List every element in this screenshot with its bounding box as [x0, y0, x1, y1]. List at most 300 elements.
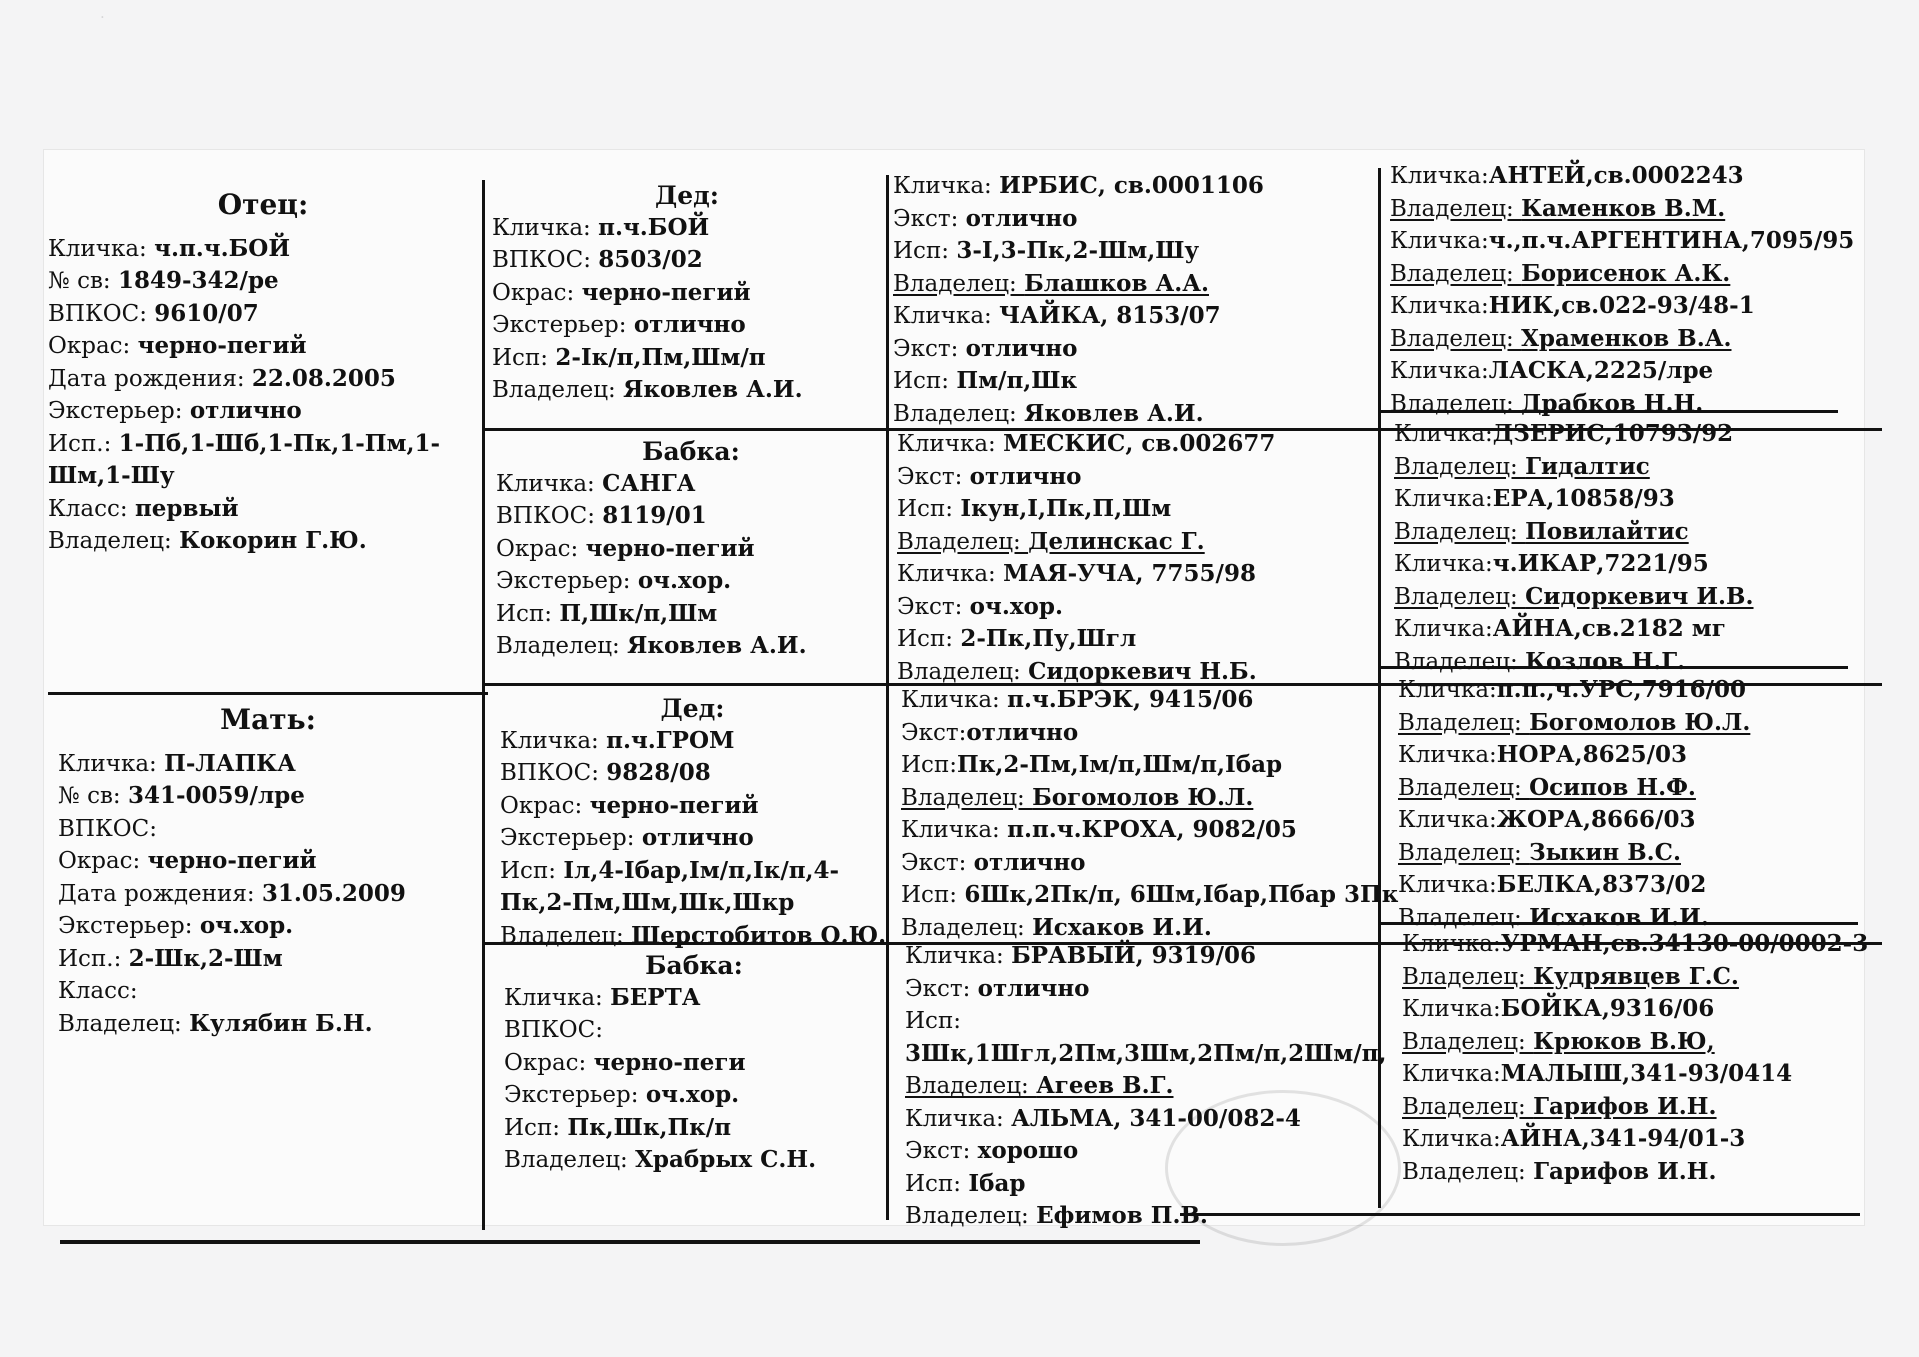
field-value: отлично: [977, 974, 1090, 1002]
card-line: [48, 298, 478, 331]
field-value: 9828/08: [606, 759, 711, 786]
great-grandparents-card-1: [893, 170, 1373, 430]
card-line: [1402, 1123, 1872, 1156]
field-label: Владелец:: [1402, 1158, 1534, 1185]
card-header: Дед:: [660, 694, 725, 723]
field-value: АЙНА,св.2182 мг: [1492, 615, 1726, 642]
field-label: Кличка:: [1402, 931, 1501, 957]
card-line: [901, 814, 1381, 847]
card-line: [504, 982, 884, 1015]
field-label: Владелец:: [893, 270, 1025, 297]
field-value: черно-пегий: [147, 847, 317, 874]
field-value: Iкун,I,Пк,П,Шм: [960, 495, 1172, 522]
card-line: [1398, 674, 1868, 707]
card-line: [58, 975, 478, 1008]
field-value: оч.хор.: [637, 567, 732, 594]
field-label: ВПКОС:: [500, 760, 607, 786]
field-value: Исхаков И.И.: [1529, 903, 1709, 931]
g4-card-4: [1402, 928, 1872, 1188]
field-value: Шм,1-Шу: [48, 462, 175, 489]
field-value: п.ч.БОЙ: [598, 213, 710, 241]
grandmother-maternal-card: [504, 950, 884, 1177]
field-value: п.ч.ГРОМ: [606, 726, 735, 754]
card-line: [492, 244, 882, 277]
card-line: [905, 1168, 1385, 1201]
field-value: ДЗЕРИС,10793/92: [1492, 420, 1734, 447]
card-line: [1394, 451, 1864, 484]
card-header: Мать:: [220, 703, 316, 736]
field-value: 3-I,3-Пк,2-Шм,Шу: [956, 237, 1200, 264]
card-line: [500, 822, 885, 855]
field-value: Iбар: [968, 1169, 1026, 1197]
field-label: Кличка:: [1394, 486, 1493, 512]
field-value: п.п.ч.КРОХА, 9082/05: [1007, 816, 1297, 843]
card-line: [1402, 1091, 1872, 1124]
card-line: [48, 493, 478, 526]
field-value: НОРА,8625/03: [1496, 741, 1688, 768]
field-value: Кокорин Г.Ю.: [179, 527, 367, 554]
field-value: 2-Пк,Пу,Шгл: [960, 625, 1137, 652]
card-line: [1394, 418, 1864, 451]
card-line: [901, 684, 1381, 717]
field-value: Блашков А.А.: [1024, 269, 1209, 297]
field-label: Исп:: [905, 1170, 969, 1197]
card-line: [504, 1112, 884, 1145]
field-label: Исп:: [893, 238, 957, 264]
field-label: Кличка:: [1390, 358, 1489, 384]
field-label: Владелец:: [893, 400, 1025, 427]
field-label: ВПКОС:: [496, 503, 603, 529]
field-value: Яковлев А.И.: [623, 376, 803, 403]
card-line: [897, 591, 1377, 624]
card-line: [905, 1103, 1385, 1136]
field-value: хорошо: [977, 1137, 1079, 1164]
field-label: Исп:: [901, 752, 958, 778]
field-label: Владелец:: [1390, 325, 1522, 352]
g4-card-2: [1394, 418, 1864, 678]
field-value: Зыкин В.С.: [1529, 838, 1681, 866]
card-line: [897, 461, 1377, 494]
field-value: 31.05.2009: [261, 879, 406, 907]
field-value: 6Шк,2Пк/п, 6Шм,Iбар,Пбар 3Пк: [964, 881, 1399, 908]
field-label: № св:: [48, 268, 118, 294]
card-line: [1398, 772, 1868, 805]
field-value: Гарифов И.Н.: [1533, 1157, 1717, 1185]
field-value: БОЙКА,9316/06: [1500, 995, 1715, 1022]
field-value: Пм/п,Шк: [956, 367, 1078, 394]
card-line: [1398, 707, 1868, 740]
card-line: [58, 1008, 478, 1041]
field-label: Дата рождения:: [58, 880, 262, 907]
field-label: Владелец:: [1402, 963, 1534, 990]
field-value: ч.п.ч.БОЙ: [154, 234, 291, 262]
field-label: Окрас:: [500, 792, 590, 819]
field-value: отлично: [965, 334, 1078, 362]
field-label: Владелец:: [897, 658, 1029, 685]
field-label: Кличка:: [1394, 551, 1493, 577]
field-label: Владелец:: [897, 528, 1029, 555]
field-value: УРМАН,св.34130-00/0002-3: [1500, 930, 1869, 957]
field-label: Владелец:: [1402, 1093, 1534, 1120]
card-line: [492, 342, 882, 375]
field-value: АЛЬМА, 341-00/082-4: [1011, 1104, 1301, 1132]
field-value: Крюков В.Ю,: [1533, 1027, 1715, 1055]
field-value: ЖОРА,8666/03: [1496, 806, 1696, 833]
card-line: [897, 428, 1377, 461]
field-label: Экст:: [901, 849, 974, 876]
grid-line: [60, 1240, 1200, 1244]
field-label: Кличка:: [1390, 293, 1489, 319]
field-value: САНГА: [602, 469, 696, 497]
field-value: Гидалтис: [1525, 452, 1650, 480]
field-label: Владелец:: [1402, 1028, 1534, 1055]
grandfather-maternal-card: [500, 693, 885, 952]
card-line: [496, 468, 886, 501]
card-line: [48, 428, 478, 461]
field-value: Сидоркевич Н.Б.: [1028, 657, 1257, 685]
field-value: П,Шк/п,Шм: [559, 599, 718, 627]
field-label: Владелец:: [492, 377, 624, 403]
field-label: Владелец:: [1394, 518, 1526, 545]
field-value: оч.хор.: [969, 592, 1063, 620]
card-line: [1390, 160, 1860, 193]
field-value: П-ЛАПКА: [164, 749, 296, 777]
card-line: [897, 526, 1377, 559]
scan-artifact: .: [100, 4, 105, 22]
field-label: Исп.:: [48, 430, 119, 457]
card-line: [1394, 581, 1864, 614]
grid-line: [482, 180, 485, 1230]
field-value: Кудрявцев Г.С.: [1533, 962, 1739, 990]
field-value: отлично: [189, 397, 302, 424]
field-label: Экстерьер:: [58, 913, 200, 939]
card-line: [901, 879, 1399, 912]
field-label: ВПКОС:: [504, 1017, 603, 1043]
field-value: Iл,4-Iбар,Iм/п,Iк/п,4-: [563, 856, 840, 884]
field-value: 2-Шк,2-Шм: [128, 944, 283, 972]
card-line: [1390, 258, 1860, 291]
field-label: Экст:: [893, 205, 966, 232]
field-value: 9610/07: [154, 299, 259, 327]
field-label: Кличка:: [1398, 872, 1497, 898]
field-value: п.ч.БРЭК, 9415/06: [1007, 686, 1254, 713]
field-value: Пк,2-Пм,Шм,Шк,Шкр: [500, 889, 795, 916]
grid-line: [48, 692, 488, 695]
field-value: черно-пеги: [593, 1048, 746, 1076]
card-line: [504, 1014, 884, 1047]
card-line: [893, 365, 1373, 398]
field-label: Кличка:: [897, 431, 1004, 457]
field-value: Делинскас Г.: [1028, 527, 1205, 555]
field-label: Владелец:: [905, 1073, 1037, 1099]
field-label: Владелец:: [1398, 904, 1530, 931]
grid-line: [886, 175, 889, 1220]
field-label: Экстерьер:: [492, 312, 634, 338]
field-label: Кличка:: [897, 561, 1004, 587]
field-value: БРАВЫЙ, 9319/06: [1011, 942, 1257, 969]
field-value: Борисенок А.К.: [1521, 259, 1731, 287]
card-line: [1402, 1026, 1872, 1059]
field-label: Экст:: [893, 335, 966, 362]
field-value: ЧАЙКА, 8153/07: [999, 302, 1221, 329]
card-line: [48, 525, 478, 558]
field-label: Владелец:: [496, 633, 628, 659]
card-line: [492, 374, 882, 407]
field-label: Владелец:: [1394, 648, 1526, 675]
field-label: Исп:: [897, 626, 961, 652]
field-label: Исп:: [496, 600, 560, 627]
field-value: Храбрых С.Н.: [635, 1146, 817, 1173]
card-line: [1398, 869, 1868, 902]
field-value: ЛАСКА,2225/лре: [1488, 357, 1714, 384]
card-line: [901, 847, 1381, 880]
card-line: [1390, 225, 1860, 258]
field-value: Сидоркевич И.В.: [1525, 582, 1754, 610]
card-line: [1402, 1156, 1872, 1189]
field-label: Исп:: [905, 1008, 962, 1034]
card-line: [496, 565, 886, 598]
field-label: Экст:: [901, 719, 967, 746]
field-label: Окрас:: [492, 279, 582, 306]
field-label: Кличка:: [1394, 421, 1493, 447]
field-label: Владелец:: [1394, 583, 1526, 610]
field-value: МЕСКИС, св.002677: [1003, 430, 1276, 457]
field-label: Исп:: [504, 1114, 568, 1141]
field-label: Экст:: [897, 463, 970, 490]
field-label: Владелец:: [1394, 453, 1526, 480]
field-label: Кличка:: [500, 727, 607, 754]
field-label: Кличка:: [905, 1105, 1012, 1132]
field-label: Кличка:: [1398, 807, 1497, 833]
card-line: [1390, 355, 1860, 388]
field-value: отлично: [641, 824, 754, 851]
father-card: [48, 185, 478, 558]
field-label: Кличка:: [1390, 228, 1489, 254]
field-label: Кличка:: [893, 173, 1000, 199]
field-label: Экстерьер:: [496, 568, 638, 594]
card-line: [504, 1047, 884, 1080]
card-line: [48, 233, 478, 266]
card-header: Бабка:: [642, 437, 740, 466]
field-value: Повилайтис: [1525, 517, 1689, 545]
card-line: [905, 973, 1385, 1006]
card-line: [504, 1144, 884, 1177]
field-label: Экст:: [905, 1138, 978, 1164]
field-label: Класс:: [58, 978, 138, 1004]
card-line: [48, 265, 478, 298]
field-value: БЕЛКА,8373/02: [1496, 871, 1707, 898]
field-value: оч.хор.: [645, 1081, 740, 1108]
field-value: отлично: [973, 848, 1086, 876]
card-line: [500, 790, 885, 823]
card-line: [1394, 613, 1864, 646]
field-value: 1-Пб,1-Шб,1-Пк,1-Пм,1-: [118, 429, 441, 457]
field-label: Класс:: [48, 495, 135, 522]
card-line: [905, 1038, 1385, 1071]
field-label: Исп:: [893, 368, 957, 394]
field-label: Кличка:: [492, 214, 599, 241]
card-line: [897, 623, 1377, 656]
card-line: [48, 395, 478, 428]
card-line: [893, 333, 1373, 366]
card-line: [500, 920, 885, 953]
field-value: Драбков Н.Н.: [1521, 389, 1704, 417]
field-label: Кличка:: [1398, 677, 1497, 703]
field-value: НИК,св.022-93/48-1: [1488, 292, 1755, 319]
field-value: Гарифов И.Н.: [1533, 1092, 1717, 1120]
field-value: черно-пегий: [589, 791, 759, 819]
card-line: [893, 300, 1373, 333]
field-label: ВПКОС:: [48, 300, 155, 327]
field-label: Кличка:: [1402, 1126, 1501, 1152]
field-value: Яковлев А.И.: [1024, 399, 1204, 427]
card-line: [1398, 804, 1868, 837]
field-label: Владелец:: [1398, 709, 1530, 736]
field-label: Кличка:: [496, 470, 603, 497]
field-label: Экстерьер:: [504, 1082, 646, 1108]
field-value: Осипов Н.Ф.: [1529, 773, 1696, 801]
field-label: Кличка:: [1398, 742, 1497, 768]
field-value: черно-пегий: [585, 534, 755, 562]
card-line: [500, 757, 885, 790]
field-value: отлично: [966, 718, 1079, 746]
g4-card-3: [1398, 674, 1868, 934]
field-label: Экстерьер:: [500, 825, 642, 851]
field-value: Ефимов П.В.: [1036, 1202, 1208, 1229]
card-line: [496, 630, 886, 663]
field-label: Владелец:: [48, 528, 180, 554]
card-line: [496, 500, 886, 533]
field-value: ИРБИС, св.0001106: [999, 172, 1264, 199]
card-line: [905, 1005, 1385, 1038]
field-value: первый: [134, 494, 239, 522]
card-line: [1398, 837, 1868, 870]
card-line: [58, 878, 478, 911]
card-line: [58, 845, 478, 878]
grandfather-paternal-card: [492, 180, 882, 407]
field-value: Храменков В.А.: [1521, 324, 1732, 352]
card-line: [905, 1135, 1385, 1168]
card-line: [1390, 193, 1860, 226]
card-line: [492, 212, 882, 245]
field-label: Окрас:: [58, 848, 148, 874]
card-line: [48, 460, 478, 493]
field-value: 2-Iк/п,Пм,Шм/п: [555, 343, 766, 371]
field-label: Окрас:: [504, 1049, 594, 1076]
field-label: Исп:: [897, 496, 961, 522]
card-line: [1402, 961, 1872, 994]
field-label: Окрас:: [496, 535, 586, 562]
field-value: Агеев В.Г.: [1036, 1072, 1174, 1099]
field-label: Владелец:: [500, 922, 632, 949]
field-value: Яковлев А.И.: [627, 632, 807, 659]
field-value: 8503/02: [598, 246, 703, 273]
card-line: [1394, 516, 1864, 549]
card-line: [897, 558, 1377, 591]
field-label: ВПКОС:: [492, 247, 599, 273]
field-label: Кличка:: [48, 235, 155, 262]
card-line: [492, 277, 882, 310]
field-value: БЕРТА: [610, 983, 701, 1011]
card-header: Бабка:: [645, 951, 743, 980]
card-line: [58, 748, 478, 781]
card-line: [1402, 1058, 1872, 1091]
card-line: [1394, 483, 1864, 516]
field-label: Экст:: [897, 593, 970, 620]
card-line: [1398, 739, 1868, 772]
card-line: [897, 493, 1377, 526]
field-label: Владелец:: [1390, 390, 1522, 417]
card-line: [893, 203, 1373, 236]
field-value: Шерстобитов О.Ю.: [631, 921, 887, 949]
card-line: [1390, 323, 1860, 356]
card-line: [893, 235, 1373, 268]
field-value: черно-пегий: [137, 332, 307, 359]
field-value: Богомолов Ю.Л.: [1032, 783, 1254, 811]
card-line: [496, 598, 886, 631]
card-line: [1402, 993, 1872, 1026]
field-label: Кличка:: [1402, 1061, 1501, 1087]
field-value: Козлов Н.Г.: [1525, 647, 1686, 675]
card-line: [58, 813, 478, 846]
mother-card: [58, 700, 478, 1040]
field-value: ч.ИКАР,7221/95: [1492, 550, 1709, 577]
card-line: [901, 782, 1381, 815]
field-label: Кличка:: [901, 687, 1008, 713]
field-label: Кличка:: [905, 943, 1012, 969]
card-line: [58, 943, 478, 976]
card-line: [893, 268, 1373, 301]
field-label: Кличка:: [58, 750, 165, 777]
field-label: Кличка:: [901, 817, 1008, 843]
field-value: Кулябин Б.Н.: [189, 1009, 373, 1037]
field-label: Владелец:: [905, 1203, 1037, 1229]
field-label: Владелец:: [504, 1147, 636, 1173]
field-label: Кличка:: [504, 984, 611, 1011]
field-label: Владелец:: [901, 784, 1033, 811]
field-value: 22.08.2005: [251, 364, 396, 392]
card-line: [901, 717, 1381, 750]
field-value: 1849-342/ре: [117, 267, 279, 294]
card-line: [58, 780, 478, 813]
card-line: [500, 887, 885, 920]
great-grandparents-card-2: [897, 428, 1377, 688]
field-label: Владелец:: [1390, 260, 1522, 287]
g4-card-1: [1390, 160, 1860, 420]
field-value: отлично: [965, 204, 1078, 232]
grandmother-paternal-card: [496, 436, 886, 663]
field-label: № св:: [58, 783, 128, 809]
field-label: Владелец:: [58, 1010, 190, 1037]
card-line: [48, 363, 478, 396]
field-label: Исп:: [500, 857, 564, 884]
field-label: Исп:: [492, 344, 556, 371]
field-value: отлично: [633, 311, 746, 338]
card-header: Дед:: [654, 181, 720, 210]
field-value: 8119/01: [602, 502, 707, 529]
field-value: АЙНА,341-94/01-3: [1500, 1125, 1746, 1152]
field-value: МАЯ-УЧА, 7755/98: [1003, 560, 1256, 587]
card-line: [901, 749, 1381, 782]
field-value: 341-0059/лре: [127, 782, 305, 809]
field-label: Дата рождения:: [48, 365, 252, 392]
card-line: [492, 309, 882, 342]
field-value: ч.,п.ч.АРГЕНТИНА,7095/95: [1488, 227, 1855, 254]
field-label: Владелец:: [1390, 195, 1522, 222]
field-label: Исп.:: [58, 945, 129, 972]
field-label: Кличка:: [1402, 996, 1501, 1022]
field-label: Владелец:: [901, 914, 1033, 941]
